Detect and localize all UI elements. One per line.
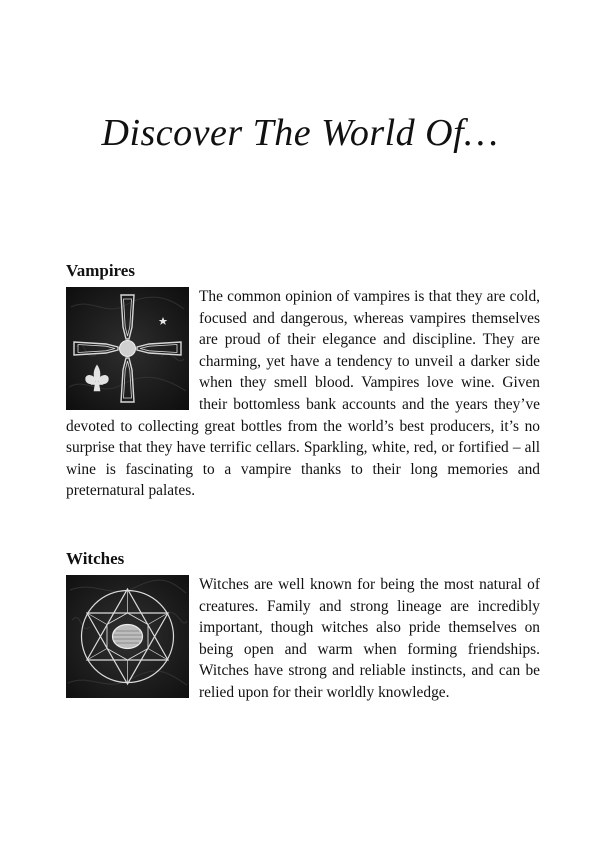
cross-moon-fleur-de-lis-icon [66,287,189,410]
section-witches [66,548,540,704]
section-heading: Vampires [66,261,135,280]
hexagram-eye-icon [66,575,189,698]
section-text: Witches are well known for being the most natural of creatures. Family and strong lineage are incredibly important, though witches also pride themselves on being open and warm when forming friendships. Witches have strong and reliable instincts, and can be relied upon for their worldly knowledge. [199,576,540,701]
page-title: Discover The World Of… [101,112,499,154]
section-text: The common opinion of vampires is that they are cold, focused and dangerous, whereas vampires themselves are proud of their elegance and discipline. They are charming, yet have a tendency to unveil a darker side when they smell blood. Vampires love wine. Given their bottomless bank accounts and the years they’ve devoted to collecting great bottles from the world’s best producers, it’s no surprise that they have terrific cellars. Sparkling, white, red, or fortified – all wine is fascinating to a vampire thanks to their long memories and preternatural palates. [66,288,540,500]
section-vampires [66,260,540,502]
section-body [66,286,540,502]
section-body [66,574,540,704]
section-heading: Witches [66,549,125,568]
